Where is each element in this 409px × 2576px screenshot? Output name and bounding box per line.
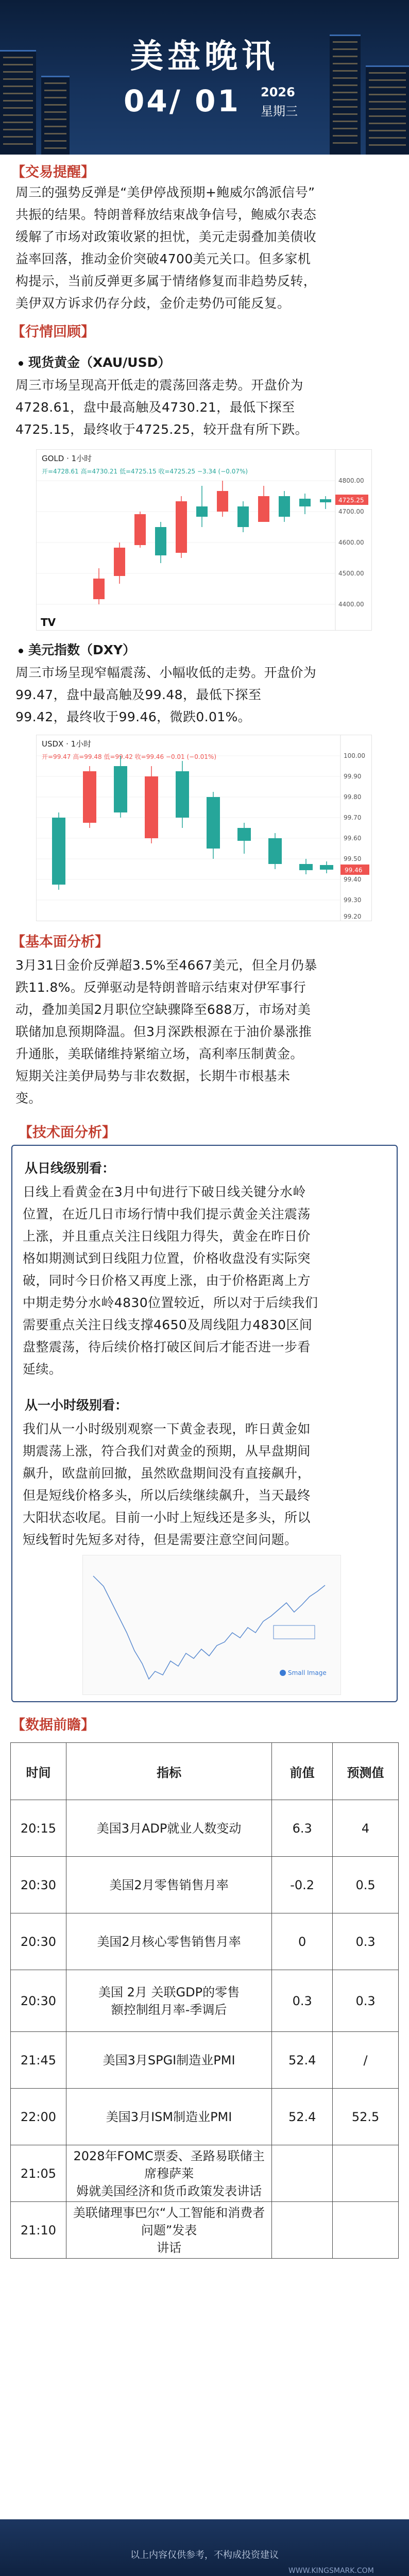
candle-body	[52, 818, 65, 885]
time-cell: 20:30	[11, 1913, 66, 1970]
table-row	[11, 1857, 399, 1913]
technical-annotation-box	[274, 1625, 315, 1639]
fundamental-line: 动，叠加美国2月职位空缺骤降至688万，市场对美	[15, 1002, 311, 1017]
daily-line: 位置，在近几日市场行情中我们提示黄金关注震荡	[23, 1207, 311, 1222]
usdx-ytick: 99.40	[344, 876, 362, 883]
header-previous: 前值	[272, 1743, 333, 1800]
technical-small-chart	[82, 1555, 341, 1695]
gold-price-tag-text: 4725.25	[338, 497, 364, 504]
trade-tip-body	[15, 181, 402, 314]
calendar-rows	[11, 1800, 399, 2259]
usdx-ytick: 100.00	[344, 752, 365, 759]
previous-cell: 0.3	[272, 1970, 333, 2032]
page-title: 美盘晚讯	[130, 38, 279, 76]
daily-line: 中期走势分水岭4830位置较近，所以对于后续我们	[23, 1295, 318, 1310]
footer-banner	[0, 2519, 409, 2576]
header-forecast: 预测值	[333, 1743, 399, 1800]
daily-line: 破，同时今日价格又再度上涨，由于价格距离上方	[23, 1273, 311, 1288]
bullet-icon	[19, 649, 23, 653]
previous-cell: 6.3	[272, 1800, 333, 1857]
fundamental-line: 跌11.8%。反弹驱动是特朗普暗示结束对伊军事行	[15, 980, 306, 995]
candle-body	[134, 514, 146, 545]
forecast-cell: /	[333, 2032, 399, 2089]
hourly-line: 飙升，欧盘前回撤，虽然欧盘期间没有直接飙升，	[23, 1466, 311, 1481]
trade-tip-title: 【交易提醒】	[11, 164, 95, 180]
technical-title: 【技术面分析】	[19, 1125, 116, 1141]
forecast-cell: 0.3	[333, 1970, 399, 2032]
table-row	[11, 2032, 399, 2089]
daily-line: 日线上看黄金在3月中旬进行下破日线关键分水岭	[23, 1184, 306, 1199]
daily-line: 延续。	[23, 1362, 62, 1377]
gold-review-line: 4725.15，最终收于4725.25，较开盘有所下跌。	[15, 422, 308, 437]
candle-body	[279, 496, 290, 517]
gold-ytick: 4500.00	[338, 570, 364, 577]
time-cell: 20:30	[11, 1857, 66, 1913]
candle-body	[145, 776, 158, 838]
hourly-line: 但是短线价格多头，所以后续继续飙升，当天最终	[23, 1488, 311, 1503]
usdx-ytick: 99.20	[344, 913, 362, 920]
data-preview-title: 【数据前瞻】	[11, 1717, 95, 1733]
technical-small-chart-svg	[83, 1555, 340, 1694]
forecast-cell	[333, 2145, 399, 2202]
candle-body	[155, 527, 166, 555]
candle-body	[258, 496, 269, 522]
gold-ytick: 4700.00	[338, 508, 364, 515]
daily-heading: 从日线级别看：	[25, 1161, 115, 1176]
table-row	[11, 2089, 399, 2145]
gold-chart-svg	[37, 450, 371, 630]
indicator-cell: 美国2月核心零售销售月率	[66, 1913, 271, 1970]
header-indicator: 指标	[66, 1743, 271, 1800]
candle-body	[196, 506, 208, 517]
indicator-cell: 美国 2月 关联GDP的零售 额控制组月率-季调后	[66, 1970, 271, 2032]
small-image-icon	[280, 1670, 286, 1676]
candle-body	[237, 506, 249, 527]
forecast-cell	[333, 2202, 399, 2259]
indicator-cell: 美联储理事巴尔“人工智能和消费者问题”发表 讲话	[66, 2202, 271, 2259]
fundamental-body	[15, 954, 402, 1109]
candle-body	[237, 828, 251, 841]
candle-body	[320, 865, 333, 870]
usdx-review-line: 99.47，盘中最高触及99.48，最低下探至	[15, 687, 262, 702]
table-row	[11, 2145, 399, 2202]
tradingview-logo-icon: TV	[41, 616, 56, 629]
gold-ytick: 4400.00	[338, 601, 364, 608]
footer-site: WWW.KINGSMARK.COM	[288, 2567, 374, 2575]
usdx-ytick: 99.60	[344, 835, 362, 842]
report-year: 2026	[261, 85, 295, 99]
gold-review-line: 4728.61，盘中最高触及4730.21，最低下探至	[15, 400, 295, 415]
report-weekday: 星期三	[261, 104, 298, 118]
indicator-cell: 美国2月零售销售月率	[66, 1857, 271, 1913]
time-cell: 22:00	[11, 2089, 66, 2145]
usdx-chart-symbol: USDX · 1小时	[42, 739, 92, 749]
usdx-ytick: 99.30	[344, 896, 362, 904]
time-cell: 21:05	[11, 2145, 66, 2202]
fundamental-line: 联储加息预期降温。但3月深跌根源在于油价暴涨推	[15, 1024, 312, 1039]
previous-cell: 52.4	[272, 2089, 333, 2145]
fundamental-line: 变。	[15, 1091, 42, 1106]
usdx-ytick: 99.70	[344, 814, 362, 821]
usdx-review-line: 99.42，最终收于99.46，微跌0.01%。	[15, 709, 251, 724]
forecast-cell: 0.5	[333, 1857, 399, 1913]
trade-tip-line: 缓解了市场对政策收紧的担忧，美元走弱叠加美债收	[15, 229, 317, 244]
candle-body	[93, 579, 105, 599]
previous-cell: -0.2	[272, 1857, 333, 1913]
usdx-heading	[19, 640, 135, 658]
hourly-analysis-body	[23, 1418, 394, 1551]
previous-cell: 52.4	[272, 2032, 333, 2089]
candle-body	[83, 771, 96, 823]
hourly-line: 期震荡上涨，符合我们对黄金的预期，从早盘期间	[23, 1444, 311, 1459]
technical-small-chart-label: Small Image	[288, 1669, 327, 1676]
hourly-line: 大阳状态收尾。目前一小时上短线还是多头，所以	[23, 1510, 311, 1525]
usdx-candles	[52, 756, 333, 890]
footer-disclaimer: 以上内容仅供参考，不构成投资建议	[130, 2550, 279, 2561]
table-row	[11, 1913, 399, 1970]
candle-body	[114, 766, 127, 812]
table-row	[11, 2202, 399, 2259]
usdx-chart-ohlc: 开=99.47 高=99.48 低=99.42 收=99.46 −0.01 (−0.01%)	[42, 753, 217, 760]
trade-tip-line: 周三的强势反弹是“美伊停战预期+鲍威尔鸽派信号”	[15, 185, 315, 200]
trade-tip-line: 构提示，当前反弹更多属于情绪修复而非趋势反转，	[15, 274, 317, 289]
candle-body	[176, 771, 189, 818]
usdx-review-body	[15, 662, 402, 728]
header-time: 时间	[11, 1743, 66, 1800]
usdx-heading-text: 美元指数（DXY）	[28, 642, 136, 657]
usdx-ytick: 99.90	[344, 773, 362, 780]
bullet-icon	[19, 361, 23, 366]
gold-heading	[19, 352, 171, 371]
gold-review-line: 周三市场呈现高开低走的震荡回落走势。开盘价为	[15, 378, 303, 393]
trade-tip-line: 美伊双方诉求仍存分歧，金价走势仍可能反复。	[15, 296, 291, 311]
hourly-line: 我们从一小时级别观察一下黄金表现，昨日黄金如	[23, 1421, 311, 1436]
usdx-ytick: 99.50	[344, 855, 362, 862]
daily-line: 上涨，并且重点关注日线阻力得失，黄金在昨日价	[23, 1229, 311, 1244]
usdx-chart	[36, 735, 372, 921]
forecast-cell: 0.3	[333, 1913, 399, 1970]
candle-body	[207, 797, 220, 849]
previous-cell: 0	[272, 1913, 333, 1970]
hourly-heading: 从一小时级别看：	[25, 1398, 128, 1413]
table-row	[11, 1970, 399, 2032]
indicator-cell: 美国3月SPGI制造业PMI	[66, 2032, 271, 2089]
report-date: 04/ 01	[124, 83, 241, 118]
table-header-row	[11, 1743, 399, 1800]
time-cell: 20:15	[11, 1800, 66, 1857]
market-review-title: 【行情回顾】	[11, 324, 95, 340]
trade-tip-line: 共振的结果。特朗普释放结束战争信号，鲍威尔表态	[15, 207, 317, 222]
gold-ytick: 4800.00	[338, 477, 364, 484]
header-banner	[0, 0, 409, 155]
gold-ytick: 4600.00	[338, 539, 364, 546]
fundamental-line: 升通胀，美联储维持紧缩立场，高利率压制黄金。	[15, 1046, 303, 1061]
gold-chart-ohlc: 开=4728.61 高=4730.21 低=4725.15 收=4725.25 −3.34 (−0.07%)	[42, 468, 248, 475]
candle-body	[320, 499, 331, 502]
daily-line: 盘整震荡，待后续价格打破区间后才能否进一步看	[23, 1340, 311, 1354]
hourly-line: 短线暂时先短多对待，但是需要注意空间问题。	[23, 1532, 298, 1547]
previous-cell	[272, 2145, 333, 2202]
usdx-review-line: 周三市场呈现窄幅震荡、小幅收低的走势。开盘价为	[15, 665, 317, 680]
forecast-cell: 4	[333, 1800, 399, 1857]
daily-analysis-body	[23, 1181, 394, 1380]
usdx-ytick: 99.80	[344, 793, 362, 801]
time-cell: 20:30	[11, 1970, 66, 2032]
indicator-cell: 美国3月ISM制造业PMI	[66, 2089, 271, 2145]
time-cell: 21:10	[11, 2202, 66, 2259]
fundamental-line: 3月31日金价反弹超3.5%至4667美元，但全月仍暴	[15, 958, 317, 973]
daily-line: 需要重点关注日线支撑4650及周线阻力4830区间	[23, 1317, 313, 1332]
trade-tip-line: 益率回落，推动金价突破4700美元关口。但多家机	[15, 251, 311, 266]
gold-chart	[36, 449, 372, 631]
usdx-price-tag-text: 99.46	[345, 867, 363, 874]
daily-line: 格如期测试到日线阻力位置，价格收盘没有实际突	[23, 1251, 311, 1266]
gold-review-body	[15, 374, 402, 440]
fundamental-title: 【基本面分析】	[11, 934, 109, 950]
economic-calendar-table	[10, 1742, 399, 2259]
candle-body	[299, 499, 311, 506]
candle-body	[217, 491, 228, 512]
candle-body	[176, 501, 187, 553]
candle-body	[299, 864, 313, 870]
indicator-cell: 2028年FOMC票委、圣路易联储主席穆萨莱 姆就美国经济和货币政策发表讲话	[66, 2145, 271, 2202]
indicator-cell: 美国3月ADP就业人数变动	[66, 1800, 271, 1857]
previous-cell	[272, 2202, 333, 2259]
usdx-chart-svg	[37, 735, 371, 921]
candle-body	[114, 548, 125, 576]
time-cell: 21:45	[11, 2032, 66, 2089]
candle-body	[268, 838, 282, 864]
table-row	[11, 1800, 399, 1857]
forecast-cell: 52.5	[333, 2089, 399, 2145]
gold-heading-text: 现货黄金（XAU/USD）	[28, 355, 171, 370]
gold-chart-symbol: GOLD · 1小时	[42, 454, 92, 463]
fundamental-line: 短期关注美伊局势与非农数据，长期牛市根基未	[15, 1069, 291, 1083]
